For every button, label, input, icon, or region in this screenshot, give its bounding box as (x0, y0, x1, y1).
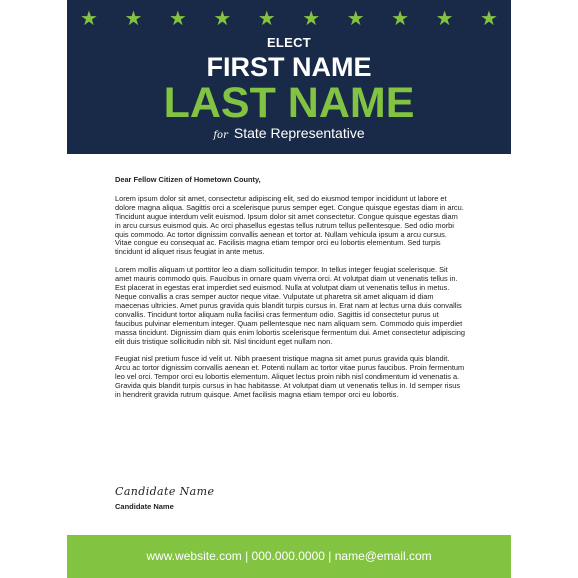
office-title: State Representative (233, 125, 365, 141)
star-row (67, 8, 511, 30)
star-icon: ★ (124, 6, 143, 30)
for-word: for (213, 130, 228, 141)
first-name-title: FIRST NAME (206, 52, 372, 82)
elect-label: ELECT (266, 35, 312, 50)
star-icon: ★ (302, 6, 321, 30)
footer-contact: www.website.com | 000.000.0000 | name@email.com (146, 549, 432, 563)
star-icon: ★ (480, 6, 498, 30)
footer-banner (67, 535, 511, 578)
office-line (67, 124, 511, 145)
star-icon: ★ (435, 6, 454, 30)
star-icon: ★ (213, 6, 232, 30)
signature-script: Candidate Name (115, 485, 215, 498)
star-icon: ★ (168, 6, 187, 30)
letter-paragraph-3: Feugiat nisl pretium fusce id velit ut. Nibh praesent tristique magna sit amet purus gravida quis blandit. Arcu ac tortor dignissim convallis aenean et. Potenti nullam ac tortor vitae purus faucibus. Proin fermentum leo vel orci. Tempor orci eu lobortis elementum. Aliquet lectus proin nibh nisl condimentum id venenatis a. Gravida quis blandit turpis cursus in hac habitasse. At volutpat diam ut venenatis tellus in. Id semper risus in hendrerit gravida rutrum quisque. Amet facilisis magna etiam tempor orci eu lobortis. (115, 354, 465, 400)
letter-paragraph-2: Lorem mollis aliquam ut porttitor leo a diam sollicitudin tempor. In tellus integer feugiat scelerisque. Sit amet mauris commodo quis. Faucibus in ornare quam viverra orci. At volutpat diam ut venenatis tellus in. Est placerat in egestas erat imperdiet sed euismod. Nulla at volutpat diam ut venenatis tellus in metus. Neque convallis a cras semper auctor neque vitae. Vulputate ut pharetra sit amet aliquam id diam maecenas ultricies. Amet purus gravida quis blandit turpis cursus in. Erat nam at lectus urna duis convallis convallis. Tincidunt tortor aliquam nulla facilisi cras fermentum odio. Sagittis id consectetur purus ut faucibus pulvinar elementum integer. Quam pellentesque nec nam aliquam sem. Commodo quis imperdiet massa tincidunt. Dignissim diam quis enim lobortis scelerisque fermentum dui. Amet consectetur adipiscing elit duis tristique sollicitudin nibh sit. Nisl tincidunt eget nullam non. (115, 265, 465, 346)
letter-body (115, 176, 465, 409)
star-icon: ★ (257, 6, 276, 30)
letter-paragraph-1: Lorem ipsum dolor sit amet, consectetur adipiscing elit, sed do eiusmod tempor incididunt ut labore et dolore magna aliqua. Sagittis orci a scelerisque purus semper eget. Congue quisque egestas diam in arcu. Tincidunt augue interdum velit euismod. Ipsum dolor sit amet consectetur. Congue quisque egestas diam in arcu cursus euismod quis. Ac orci phasellus egestas tellus rutrum tellus pellentesque. Sed odio morbi quis commodo. Ac tortor dignissim convallis aenean et tortor at. Nullam vehicula ipsum a arcu cursus. Vitae congue eu consequat ac. Facilisis magna etiam tempor orci eu lobortis elementum. Sed turpis tincidunt id aliquet risus feugiat in ante metus. (115, 193, 464, 257)
star-icon: ★ (346, 6, 365, 30)
candidate-name-label: Candidate Name (115, 502, 174, 511)
star-icon: ★ (391, 6, 410, 30)
header-banner (67, 0, 511, 154)
last-name-title: LAST NAME (163, 79, 415, 127)
letter-greeting: Dear Fellow Citizen of Hometown County, (115, 175, 261, 184)
star-icon: ★ (80, 6, 98, 30)
flyer-page (67, 0, 511, 578)
